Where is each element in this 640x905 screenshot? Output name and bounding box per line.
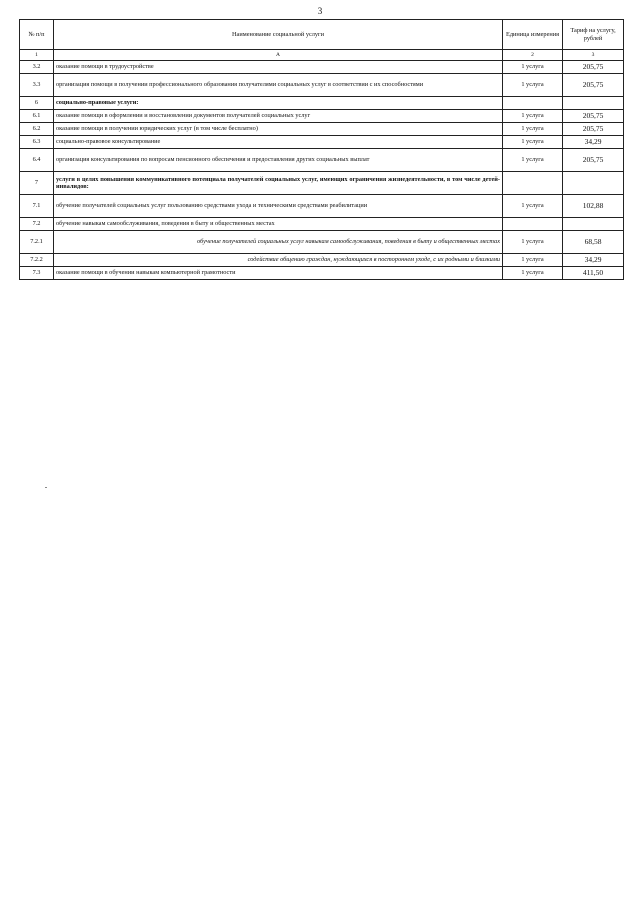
row-number: 6.3 [20,136,54,149]
table-row [20,110,624,123]
header-unit: Единица измерения [503,20,563,50]
tariff-table [19,19,624,280]
row-number: 6.2 [20,123,54,136]
row-number: 7.3 [20,267,54,280]
tariff-value: 34,29 [563,136,624,149]
service-name: содействие общению граждан, нуждающихся в постороннем уходе, с их родными и близкими [54,254,503,267]
row-number: 6.1 [20,110,54,123]
column-number: 3 [563,50,624,61]
row-number: 7.2 [20,218,54,231]
table-row [20,149,624,172]
tariff-value: 34,29 [563,254,624,267]
unit-of-measure [503,218,563,231]
unit-of-measure [503,97,563,110]
header-number: № п/п [20,20,54,50]
service-name: организация консультирования по вопросам пенсионного обеспечения и предоставления других социальных выплат [54,149,503,172]
row-number: 6.4 [20,149,54,172]
row-number: 3.2 [20,61,54,74]
tariff-value: 68,58 [563,231,624,254]
service-name: оказание помощи в получении юридических услуг (в том числе бесплатно) [54,123,503,136]
tariff-value: 205,75 [563,149,624,172]
service-name: социально-правовые услуги: [54,97,503,110]
service-name: оказание помощи в обучении навыкам компьютерной грамотности [54,267,503,280]
row-number: 7.2.2 [20,254,54,267]
column-number: 1 [20,50,54,61]
tariff-value: 102,88 [563,195,624,218]
row-number: 7 [20,172,54,195]
table-row [20,267,624,280]
tariff-value [563,218,624,231]
tariff-value: 205,75 [563,61,624,74]
table-row [20,97,624,110]
table-row [20,231,624,254]
tariff-value [563,172,624,195]
table-row [20,123,624,136]
header-name: Наименование социальной услуги [54,20,503,50]
column-number: 2 [503,50,563,61]
unit-of-measure: 1 услуга [503,110,563,123]
table-row [20,136,624,149]
column-number: А [54,50,503,61]
tariff-value [563,97,624,110]
service-name: обучение получателей социальных услуг пользованию средствами ухода и техническими средствами реабилитации [54,195,503,218]
header-tariff: Тариф на услугу, рублей [563,20,624,50]
table-body [20,61,624,280]
table-row [20,74,624,97]
unit-of-measure: 1 услуга [503,267,563,280]
table-row [20,218,624,231]
service-name: социально-правовое консультирование [54,136,503,149]
table-row [20,172,624,195]
service-name: обучение навыкам самообслуживания, поведения в быту и общественных местах [54,218,503,231]
tariff-value: 205,75 [563,110,624,123]
tariff-value: 411,50 [563,267,624,280]
service-name: услуги в целях повышения коммуникативного потенциала получателей социальных услуг, имеющих ограничения жизнедеятельности, в том числе детей-инвалидов: [54,172,503,195]
row-number: 7.2.1 [20,231,54,254]
table-header-row [20,20,624,50]
service-name: обучение получателей социальных услуг навыкам самообслуживания, поведения в быту и общественных местах [54,231,503,254]
service-name: оказание помощи в трудоустройстве [54,61,503,74]
table-row [20,254,624,267]
service-name: оказание помощи в оформлении и восстановлении документов получателей социальных услуг [54,110,503,123]
unit-of-measure [503,172,563,195]
table-row [20,61,624,74]
unit-of-measure: 1 услуга [503,254,563,267]
scan-mark [45,487,47,488]
table-row [20,195,624,218]
page-number: 3 [317,6,323,16]
unit-of-measure: 1 услуга [503,136,563,149]
unit-of-measure: 1 услуга [503,195,563,218]
unit-of-measure: 1 услуга [503,231,563,254]
column-number-row [20,50,624,61]
unit-of-measure: 1 услуга [503,123,563,136]
tariff-value: 205,75 [563,123,624,136]
service-name: организация помощи в получении профессионального образования получателями социальных услуг в соответствии с их способностями [54,74,503,97]
unit-of-measure: 1 услуга [503,61,563,74]
unit-of-measure: 1 услуга [503,149,563,172]
row-number: 3.3 [20,74,54,97]
row-number: 6 [20,97,54,110]
row-number: 7.1 [20,195,54,218]
unit-of-measure: 1 услуга [503,74,563,97]
tariff-value: 205,75 [563,74,624,97]
